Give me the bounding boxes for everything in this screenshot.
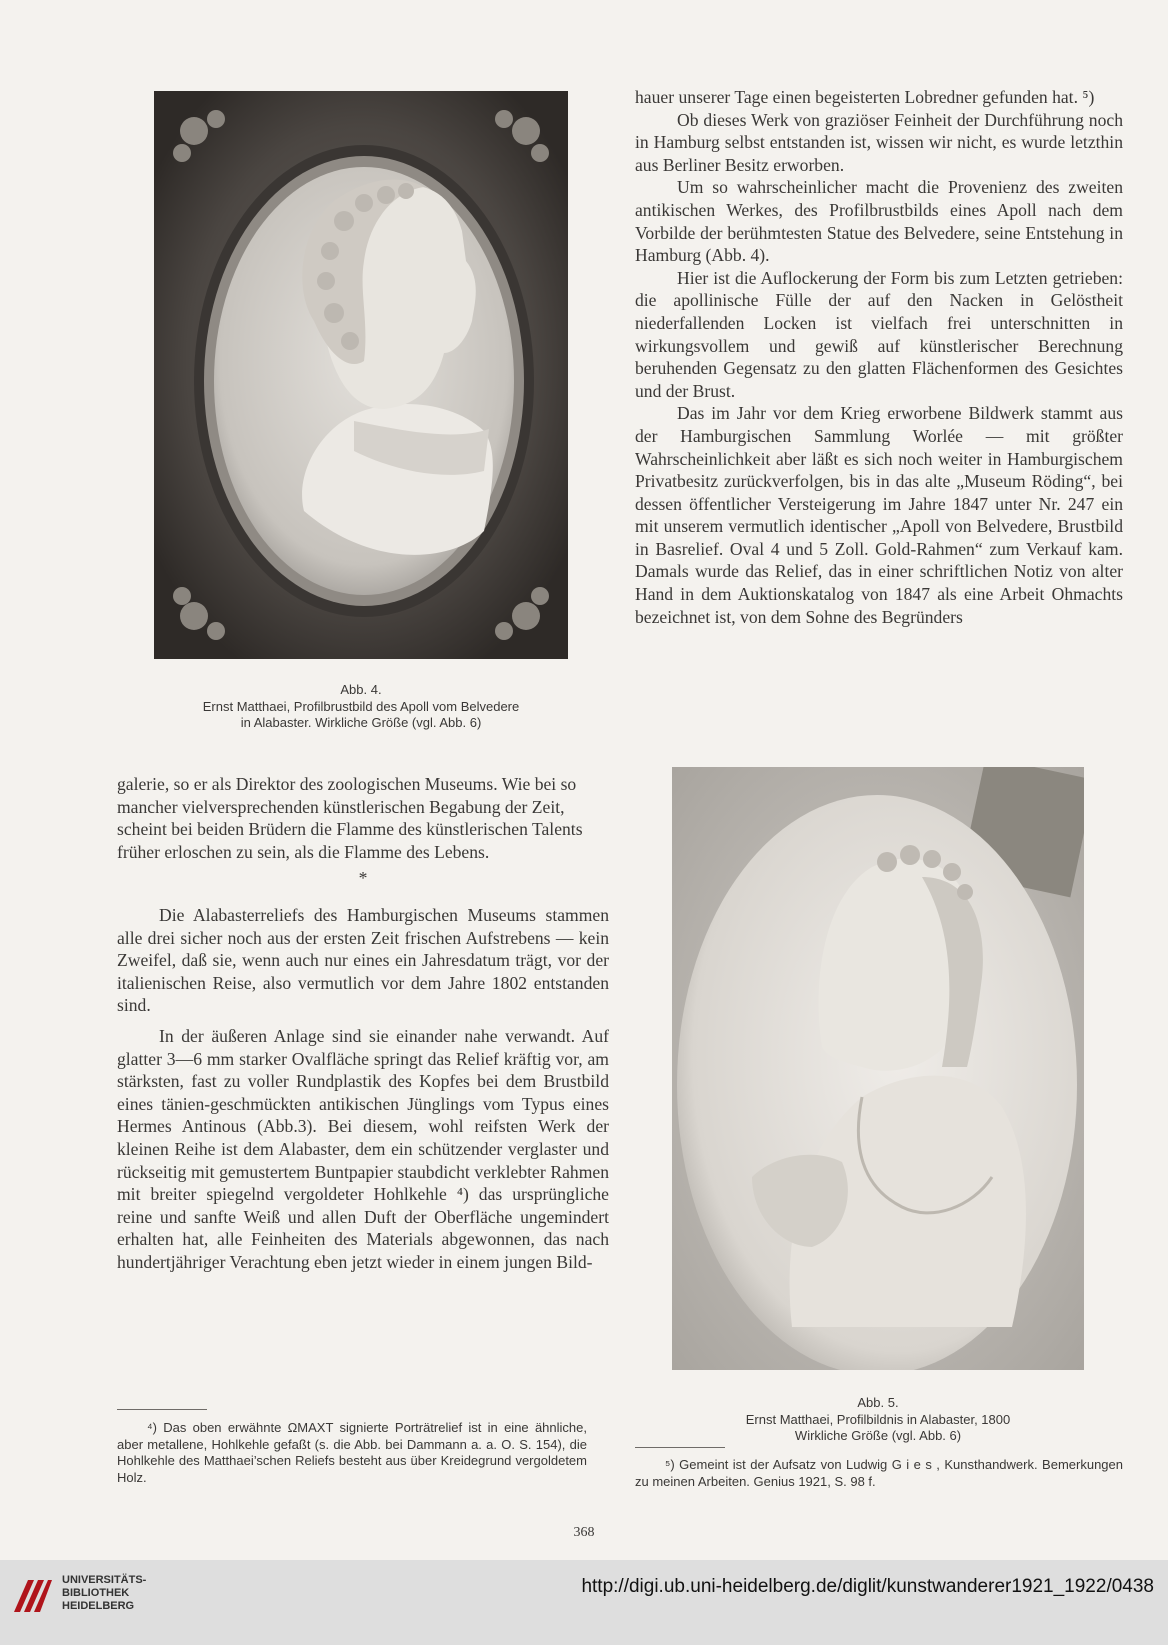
right-paragraph-4: Hier ist die Auflockerung der Form bis zum Letzten getrieben: die apollinische Fülle der auf den Nacken in Gelöstheit niederfallenden Locken ist vielfach frei unterschnitten in wirkungsvollem und gewiß auf künstlerischer Berechnung beruhenden Gegensatz zu den glatten Flächenformen des Gesichtes und der Brust. (635, 267, 1123, 401)
figure-5-caption (672, 1395, 1084, 1445)
library-logo-icon (10, 1572, 54, 1616)
figure-5-label: Abb. 5. (857, 1395, 899, 1410)
section-separator: * (358, 868, 368, 889)
figure-5-image (672, 767, 1084, 1370)
right-paragraph-3: Um so wahrscheinlicher macht die Provenienz des zweiten antikischen Werkes, des Profilbrustbilds eines Apoll nach dem Vorbilde der berühmtesten Statue des Belvedere, seine Entstehung in Hamburg (Abb. 4). (635, 177, 1123, 266)
left-paragraph-3: In der äußeren Anlage sind sie einander nahe verwandt. Auf glatter 3—6 mm starker Ovalfläche springt das Relief kräftig vor, am stärksten, fast zu voller Rundplastik des Kopfes bei dem Brustbild eines tänien-geschmückten antikischen Jünglings vom Typus eines Hermes Antinous (Abb.3). Bei diesem, wohl reifsten Werk der kleinen Reihe ist dem Alabaster, dem ein schützender verglaster und rückseitig mit gemustertem Buntpapier staubdicht verklebter Rahmen mit breiter spiegelnd vergoldeter Hohlkehle ⁴) das ursprüngliche reine und sanfte Weiß und allen Duft der Oberfläche ungemindert erhalten hat, alle Feinheiten des Materials abgewonnen, das nach hundertjähriger Verachtung eben jetzt wieder in einem jungen Bild- (117, 1025, 609, 1272)
right-paragraph-5: Das im Jahr vor dem Krieg erworbene Bildwerk stammt aus der Hamburgischen Sammlung Worlée — mit größter Wahrscheinlichkeit aber läßt es sich noch weiter in Hamburgischem Privatbesitz zurückverfolgen, bis in das alte „Museum Röding“, bei dessen öffentlicher Versteigerung im Jahre 1847 unter Nr. 247 ein mit unserem vermutlich identischer „Apoll von Belvedere, Brustbild in Basrelief. Oval 4 und 5 Zoll. Gold-Rahmen“ zum Verkauf kam. Damals wurde das Relief, das in einer schriftlichen Notiz von alter Hand in dem Auktionskatalog von 1847 als eine Arbeit Ohmachts bezeichnet ist, von dem Sohne des Begründers (635, 403, 1123, 627)
figure-4-caption-line2: in Alabaster. Wirkliche Größe (vgl. Abb. 6) (240, 715, 482, 730)
right-paragraph-2: Ob dieses Werk von graziöser Feinheit der Durchführung noch in Hamburg selbst entstanden ist, wissen wir nicht, es wurde letzthin aus Berliner Besitz erworben. (635, 109, 1123, 175)
footnote-rule-left (117, 1409, 207, 1410)
page-number: 368 (573, 1525, 595, 1540)
library-name-line3: HEIDELBERG (62, 1600, 135, 1612)
left-column-text (117, 773, 609, 1273)
library-name (62, 1574, 146, 1613)
source-url-link[interactable]: http://digi.ub.uni-heidelberg.de/diglit/kunstwanderer1921_1922/0438 (581, 1576, 1154, 1597)
figure-4-caption (150, 682, 572, 732)
left-paragraph-2: Die Alabasterreliefs des Hamburgischen Museums stammen alle drei sicher noch aus der ersten Zeit frischen Aufstrebens — kein Zweifel, daß sie, wenn auch nur eines ein Jahresdatum trägt, vor der italienischen Reise, also vermutlich vor dem Jahre 1802 entstanden sind. (117, 904, 609, 1016)
figure-5-caption-line1: Ernst Matthaei, Profilbildnis in Alabaster, 1800 (745, 1411, 1011, 1427)
footnote-rule-right (635, 1447, 725, 1448)
left-paragraph-1: galerie, so er als Direktor des zoologischen Museums. Wie bei so mancher vielversprechenden künstlerischen Begabung der Zeit, scheint bei beiden Brüdern die Flamme des künstlerischen Talents früher erloschen zu sein, als die Flamme des Lebens. (117, 774, 583, 862)
right-paragraph-1: hauer unserer Tage einen begeisterten Lobredner gefunden hat. ⁵) (635, 87, 1095, 107)
footnote-4: ⁴) Das oben erwähnte ΩMAXT signierte Porträtrelief ist in eine ähnliche, aber metallene, Hohlkehle gefaßt (s. die Abb. bei Dammann a. a. O. S. 154), die Hohlkehle des Matthaei’schen Reliefs besteht aus über Kreidegrund vergoldetem Holz. (117, 1420, 587, 1485)
figure-5-caption-line2: Wirkliche Größe (vgl. Abb. 6) (794, 1428, 962, 1443)
library-name-line1: UNIVERSITÄTS- (62, 1574, 147, 1586)
library-name-line2: BIBLIOTHEK (62, 1587, 130, 1599)
figure-4-image (154, 91, 568, 659)
footer-bar (0, 1560, 1168, 1645)
figure-4-label: Abb. 4. (340, 682, 382, 697)
right-column-text (635, 86, 1123, 628)
footnote-5: ⁵) Gemeint ist der Aufsatz von Ludwig G i e s , Kunsthandwerk. Bemerkungen zu meinen Arbeiten. Genius 1921, S. 98 f. (635, 1457, 1123, 1489)
figure-4-caption-line1: Ernst Matthaei, Profilbrustbild des Apoll vom Belvedere (202, 698, 520, 714)
